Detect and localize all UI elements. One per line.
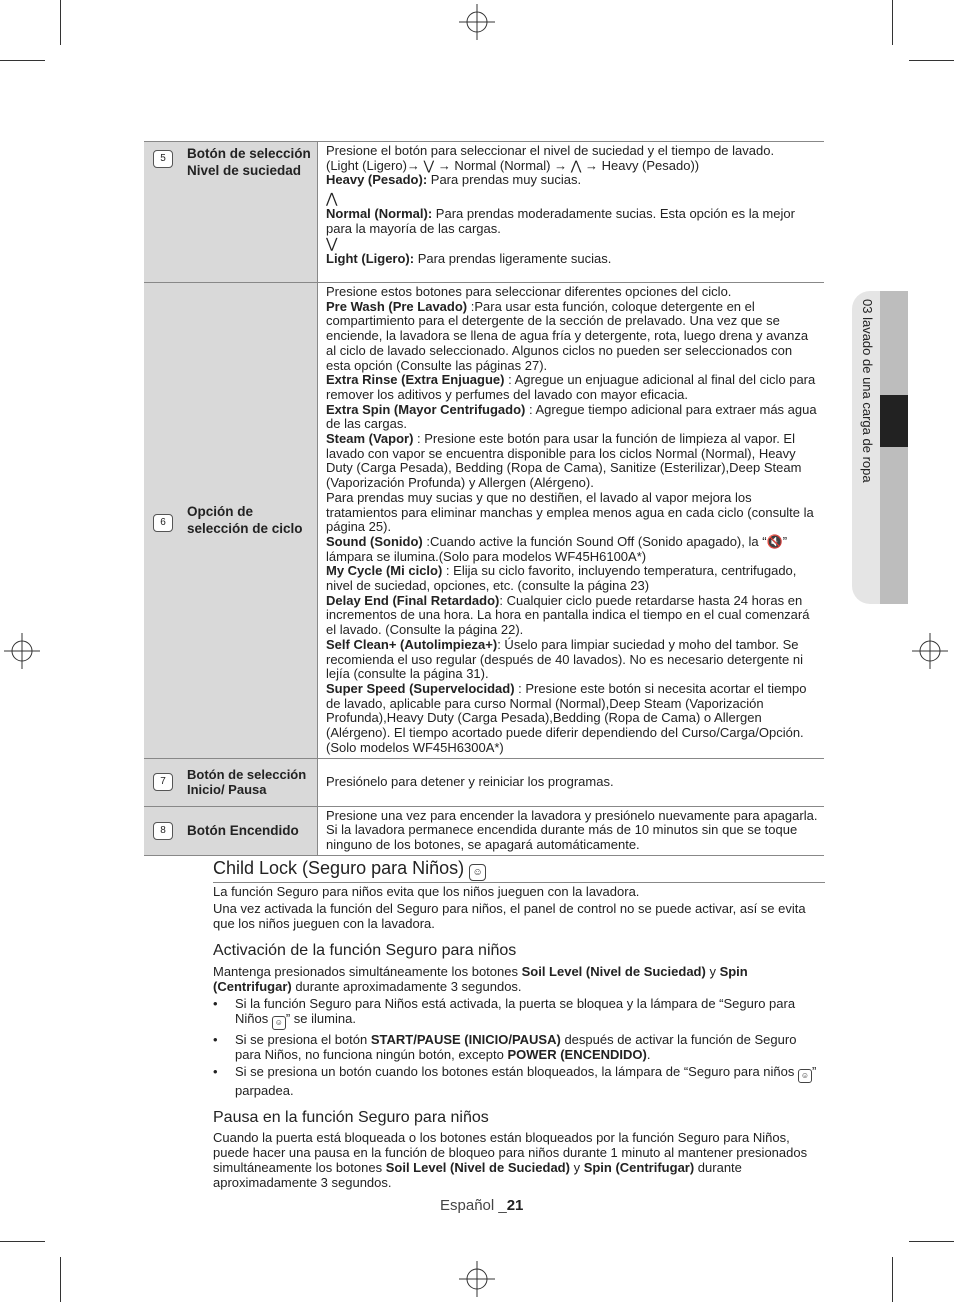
desc-line: Delay End (Final Retardado): Cualquier ciclo puede retardarse hasta 24 horas en incrementos de una hora. La hora en pantalla indica el tiempo en el cual comenzará el lavado. (Consulte la página 22). bbox=[326, 592, 810, 638]
child-lock-section bbox=[213, 857, 825, 1190]
desc-line: Self Clean+ (Autolimpieza+): Úselo para limpiar suciedad y moho del tambor. Se recomienda el uso regular (después de 40 lavados). No es necesario detergente ni lejía (consulte la página 31). bbox=[326, 636, 803, 682]
desc-line: Heavy (Pesado): Para prendas muy sucias. bbox=[326, 172, 582, 188]
row-label: Botón de selección Inicio/ Pausa bbox=[187, 767, 307, 797]
desc-line: Extra Spin (Mayor Centrifugado) : Agregue tiempo adicional para extraer más agua de las cargas. bbox=[326, 401, 817, 432]
chapter-tab-marker bbox=[880, 395, 908, 447]
row-label: Botón de selección Nivel de suciedad bbox=[187, 146, 311, 178]
desc-line: Pre Wash (Pre Lavado) :Para usar esta función, coloque detergente en el compartimiento para el detergente de la sección de prelavado. Una vez que se enciende, la lavadora se llena de agua fría y detergente, rota, luego drena y avanza al ciclo de lavado seleccionado. Algunos ciclos no pueden ser seleccionados con esta opción (Consulte las páginas 27). bbox=[326, 298, 809, 373]
registration-mark bbox=[4, 633, 40, 669]
row-description bbox=[318, 283, 825, 759]
registration-mark bbox=[459, 4, 495, 40]
table-row bbox=[144, 806, 824, 855]
row-number: 7 bbox=[153, 773, 173, 791]
row-description bbox=[318, 142, 825, 283]
desc-line: Light (Ligero): Para prendas ligeramente sucias. bbox=[326, 250, 612, 266]
row-number: 6 bbox=[153, 514, 173, 532]
chapter-tab-bar bbox=[880, 291, 908, 604]
desc-line: Presione el botón para seleccionar el nivel de suciedad y el tiempo de lavado. bbox=[326, 143, 775, 158]
desc-line: Presione una vez para encender la lavadora y presiónelo nuevamente para apagarla. Si la lavadora permanece encendida durante más de 10 minutos sin que se toque ninguno de los botones, se apagará automáticamente. bbox=[326, 807, 818, 852]
desc-line: Presione estos botones para seleccionar diferentes opciones del ciclo. bbox=[326, 284, 732, 299]
desc-line: My Cycle (Mi ciclo) : Elija su ciclo favorito, incluyendo temperatura, centrifugado, nivel de suciedad, opciones, etc. (consulte la página 23) bbox=[326, 563, 797, 594]
desc-line: Extra Rinse (Extra Enjuague) : Agregue un enjuague adicional al final del ciclo para remover los aditivos y perfumes del lavado con mayor eficacia. bbox=[326, 372, 816, 402]
page-footer bbox=[440, 1197, 523, 1214]
crop-mark bbox=[892, 0, 893, 45]
list-item: • Si se presiona un botón cuando los botones están bloqueados, la lámpara de “Seguro para niños ☺ ” parpadea. bbox=[213, 1064, 817, 1098]
crop-mark bbox=[0, 60, 45, 61]
intro-paragraph: La función Seguro para niños evita que los niños jueguen con la lavadora. bbox=[213, 884, 640, 899]
desc-line: Normal (Normal): Para prendas moderadamente sucias. Esta opción es la mejor para la mayoría de las cargas. bbox=[326, 205, 795, 236]
footer-language: Español _ bbox=[440, 1197, 507, 1214]
crop-mark bbox=[909, 60, 954, 61]
crop-mark bbox=[60, 1257, 61, 1302]
chevron-down-icon: ⋁ bbox=[326, 235, 338, 252]
control-panel-table bbox=[144, 141, 824, 856]
row-label-cell bbox=[144, 142, 318, 283]
table-row bbox=[144, 283, 824, 759]
section-title: Child Lock (Seguro para Niños) ☺ bbox=[213, 857, 825, 883]
registration-mark bbox=[459, 1261, 495, 1297]
row-description bbox=[318, 806, 825, 855]
row-label-cell bbox=[144, 283, 318, 759]
child-lock-icon: ☺ bbox=[272, 1016, 286, 1030]
row-label: Opción de selección de ciclo bbox=[187, 504, 303, 537]
row-number: 5 bbox=[153, 150, 173, 168]
desc-line: (Light (Ligero)→ ⋁ → Normal (Normal) → ⋀ → Heavy (Pesado)) bbox=[326, 157, 700, 173]
intro-paragraph: Una vez activada la función del Seguro para niños, el panel de control no se puede activar, así se evita que los niños jueguen con la lavadora. bbox=[213, 901, 806, 931]
page-number: 21 bbox=[506, 1197, 524, 1214]
chapter-side-tab bbox=[852, 291, 908, 604]
row-description bbox=[318, 758, 825, 806]
desc-line: Super Speed (Supervelocidad) : Presione este botón si necesita acortar el tiempo de lavado, aplicable para curso Normal (Normal),Deep Steam (Vaporización Profunda),Heavy Duty (Carga Pesada),Bedding (Ropa de Cama) o Allergen (Alérgeno). El tiempo acortado puede diferir dependiendo del Curso/Carga/Opción. (Solo modelos WF45H6300A*) bbox=[326, 680, 807, 755]
child-lock-icon: ☺ bbox=[798, 1069, 812, 1083]
table-row bbox=[144, 142, 824, 283]
list-item: • Si la función Seguro para Niños está activada, la puerta se bloquea y la lámpara de “Seguro para Niños ☺ ” se ilumina. bbox=[213, 996, 825, 1030]
row-label-cell bbox=[144, 758, 318, 806]
bullet: • bbox=[213, 996, 218, 1011]
crop-mark bbox=[0, 1241, 45, 1242]
registration-mark bbox=[912, 633, 948, 669]
row-label-cell bbox=[144, 806, 318, 855]
desc-line: Para prendas muy sucias y que no destiñen, el lavado al vapor mejora los tratamientos para eliminar manchas y emplea menos agua en cada ciclo (consulte la página 25). bbox=[326, 489, 814, 535]
row-label: Botón Encendido bbox=[187, 823, 299, 839]
child-lock-icon: ☺ bbox=[469, 864, 486, 881]
crop-mark bbox=[60, 0, 61, 45]
list-item: • Si se presiona el botón START/PAUSE (INICIO/PAUSA) después de activar la función de Seguro para Niños, no funciona ningún botón, excepto POWER (ENCENDIDO). bbox=[213, 1032, 797, 1062]
pause-paragraph: Cuando la puerta está bloqueada o los botones están bloqueados por la función Seguro para Niños, puede hacer una pausa en la función de bloqueo para niños durante 1 minuto al mantener presionados simultáneamente los botones Soil Level (Nivel de Suciedad) y Spin (Centrifugar) durante aproximadamente 3 segundos. bbox=[213, 1130, 808, 1190]
chapter-tab-label: 03 lavado de una carga de ropa bbox=[860, 299, 875, 483]
row-number: 8 bbox=[153, 822, 173, 840]
crop-mark bbox=[909, 1241, 954, 1242]
subsection-title: Pausa en la función Seguro para niños bbox=[213, 1109, 489, 1126]
bullet: • bbox=[213, 1064, 218, 1079]
desc-line: Presiónelo para detener y reiniciar los programas. bbox=[326, 773, 614, 789]
activation-paragraph: Mantenga presionados simultáneamente los botones Soil Level (Nivel de Suciedad) y Spin (Centrifugar) durante aproximadamente 3 segundos. bbox=[213, 964, 748, 994]
table-row bbox=[144, 758, 824, 806]
crop-mark bbox=[892, 1257, 893, 1302]
desc-line: Steam (Vapor) : Presione este botón para usar la función de limpieza al vapor. El lavado con vapor se encuentra disponible para los ciclos Normal (Normal), Heavy Duty (Carga Pesada), Bedding (Ropa de Cama), Sanitize (Esterilizar),Deep Steam (Vaporización Profunda) y Allergen (Alérgeno). bbox=[326, 431, 802, 491]
bullet: • bbox=[213, 1032, 218, 1047]
chevron-up-icon: ⋀ bbox=[326, 190, 338, 207]
desc-line: Sound (Sonido) :Cuando active la función Sound Off (Sonido apagado), la “🔇” lámpara se ilumina.(Solo para modelos WF45H6100A*) bbox=[326, 533, 788, 564]
subsection-title: Activación de la función Seguro para niños bbox=[213, 942, 517, 959]
